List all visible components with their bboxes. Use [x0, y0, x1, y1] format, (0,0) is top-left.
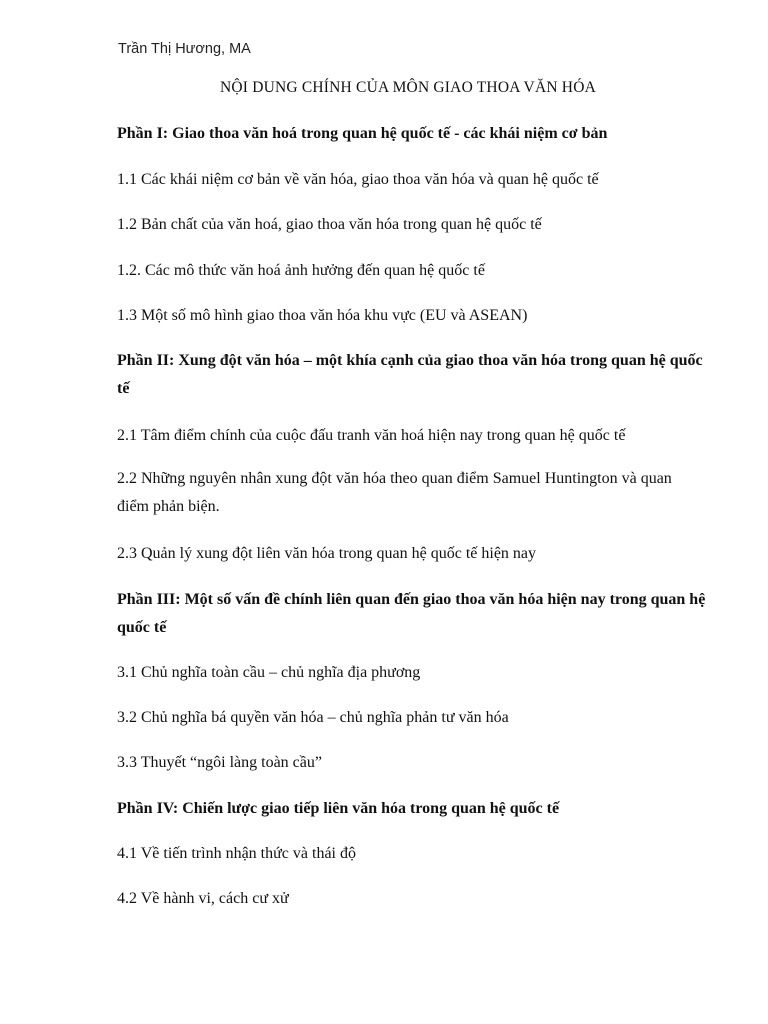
section-1-item-2: 1.2 Bản chất của văn hoá, giao thoa văn hóa trong quan hệ quốc tế	[117, 216, 542, 233]
section-4-item-2: 4.2 Về hành vi, cách cư xử	[117, 890, 289, 907]
section-3-item-3: 3.3 Thuyết “ngôi làng toàn cầu”	[117, 754, 322, 771]
section-3-item-2: 3.2 Chủ nghĩa bá quyền văn hóa – chủ nghĩa phản tư văn hóa	[117, 709, 509, 726]
section-2-item-3: 2.3 Quản lý xung đột liên văn hóa trong quan hệ quốc tế hiện nay	[117, 545, 537, 562]
author-header: Trần Thị Hương, MA	[118, 41, 251, 57]
document-title: NỘI DUNG CHÍNH CỦA MÔN GIAO THOA VĂN HÓA	[220, 79, 596, 96]
section-1-item-1: 1.1 Các khái niệm cơ bản về văn hóa, giao thoa văn hóa và quan hệ quốc tế	[117, 171, 599, 188]
section-heading-2: Phần II: Xung đột văn hóa – một khía cạnh của giao thoa văn hóa trong quan hệ quốc tế	[117, 352, 703, 397]
section-heading-1: Phần I: Giao thoa văn hoá trong quan hệ quốc tế - các khái niệm cơ bản	[117, 125, 608, 142]
section-3-item-1: 3.1 Chủ nghĩa toàn cầu – chủ nghĩa địa phương	[117, 664, 421, 681]
section-heading-4: Phần IV: Chiến lược giao tiếp liên văn hóa trong quan hệ quốc tế	[117, 800, 560, 817]
section-1-item-4: 1.3 Một số mô hình giao thoa văn hóa khu vực (EU và ASEAN)	[117, 307, 528, 324]
section-2-item-2: 2.2 Những nguyên nhân xung đột văn hóa theo quan điểm Samuel Huntington và quan điểm phản biện.	[117, 470, 672, 515]
section-2-item-1: 2.1 Tâm điểm chính của cuộc đấu tranh văn hoá hiện nay trong quan hệ quốc tế	[117, 427, 626, 444]
section-4-item-1: 4.1 Về tiến trình nhận thức và thái độ	[117, 845, 356, 862]
section-1-item-3: 1.2. Các mô thức văn hoá ảnh hưởng đến quan hệ quốc tế	[117, 262, 485, 279]
section-heading-3: Phần III: Một số vấn đề chính liên quan đến giao thoa văn hóa hiện nay trong quan hệ quốc tế	[117, 591, 706, 636]
